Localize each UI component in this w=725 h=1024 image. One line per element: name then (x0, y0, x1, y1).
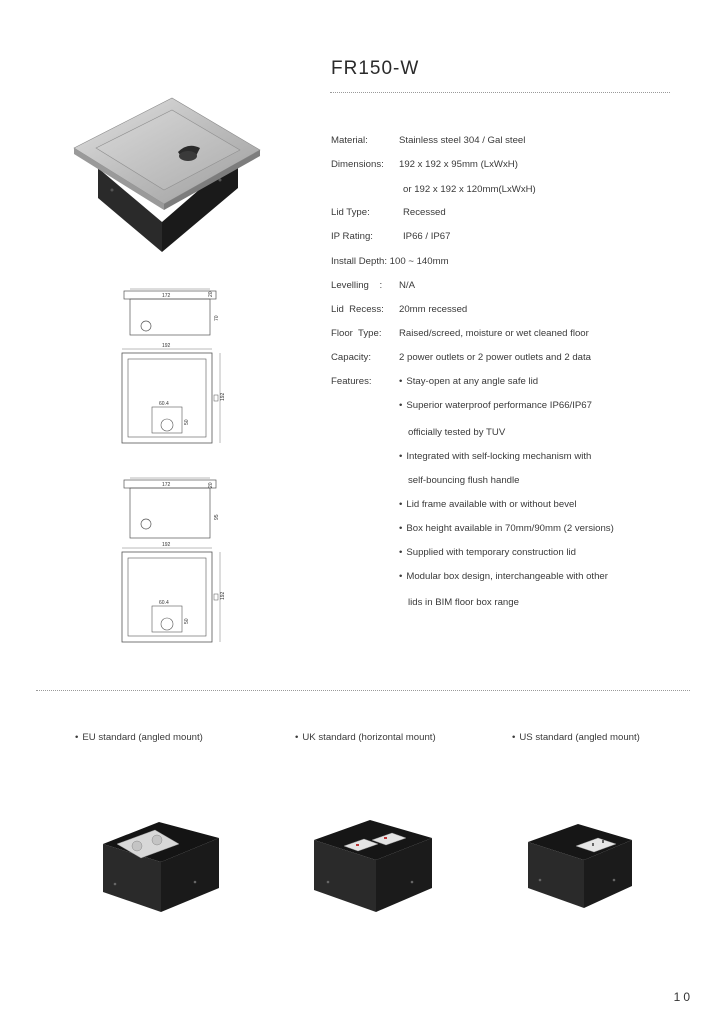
dim-height: 95 (214, 514, 220, 520)
feature-item: • Supplied with temporary construction lid (399, 547, 576, 558)
spec-label-levelling: Levelling : (331, 280, 383, 291)
dim-inner-w: 60.4 (159, 401, 169, 407)
dim-inner-w: 60.4 (159, 600, 169, 606)
dim-side: 192 (220, 392, 226, 401)
spec-value-levelling: N/A (399, 280, 415, 291)
section-divider (36, 690, 690, 691)
spec-label-material: Material: (331, 135, 368, 146)
product-photo-floor-box (70, 92, 270, 262)
spec-label-features: Features: (331, 376, 372, 387)
product-photo-eu-box (95, 808, 225, 918)
dim-outer: 192 (162, 343, 171, 349)
dim-inner-h: 50 (184, 419, 190, 425)
spec-value-ip-rating: IP66 / IP67 (403, 231, 451, 242)
feature-item-cont: officially tested by TUV (408, 427, 506, 438)
caption-us: • US standard (angled mount) (512, 732, 640, 743)
product-photo-us-box (522, 812, 637, 917)
feature-item-cont: self-bouncing flush handle (408, 475, 520, 486)
technical-drawing-95mm (112, 476, 237, 656)
feature-item-cont: lids in BIM floor box range (408, 597, 519, 608)
page-title: FR150-W (331, 58, 420, 79)
dim-lip: 20 (208, 291, 214, 297)
spec-value-lid-type: Recessed (403, 207, 446, 218)
feature-item: • Lid frame available with or without bevel (399, 499, 576, 510)
feature-item: • Superior waterproof performance IP66/IP67 (399, 400, 592, 411)
dim-outer: 192 (162, 542, 171, 548)
spec-value-capacity: 2 power outlets or 2 power outlets and 2 data (399, 352, 591, 363)
spec-install-depth: Install Depth: 100 ~ 140mm (331, 256, 449, 267)
feature-item: • Stay-open at any angle safe lid (399, 376, 538, 387)
caption-uk: • UK standard (horizontal mount) (295, 732, 436, 743)
spec-label-ip-rating: IP Rating: (331, 231, 373, 242)
page-number: 10 (673, 990, 693, 1004)
spec-value-lid-recess: 20mm recessed (399, 304, 468, 315)
spec-label-lid-type: Lid Type: (331, 207, 370, 218)
feature-item: • Box height available in 70mm/90mm (2 versions) (399, 523, 614, 534)
spec-value-material: Stainless steel 304 / Gal steel (399, 135, 526, 146)
caption-eu: • EU standard (angled mount) (75, 732, 203, 743)
dim-side: 192 (220, 591, 226, 600)
spec-value-dimensions-alt: or 192 x 192 x 120mm(LxWxH) (403, 184, 536, 195)
dim-width: 172 (162, 293, 171, 299)
dim-height: 70 (214, 315, 220, 321)
dim-lip: 20 (208, 482, 214, 488)
feature-item: • Modular box design, interchangeable with other (399, 571, 608, 582)
spec-label-capacity: Capacity: (331, 352, 371, 363)
spec-value-dimensions: 192 x 192 x 95mm (LxWxH) (399, 159, 518, 170)
spec-label-floor-type: Floor Type: (331, 328, 382, 339)
spec-label-dimensions: Dimensions: (331, 159, 384, 170)
spec-label-lid-recess: Lid Recess: (331, 304, 384, 315)
feature-item: • Integrated with self-locking mechanism with (399, 451, 591, 462)
spec-value-floor-type: Raised/screed, moisture or wet cleaned floor (399, 328, 589, 339)
title-divider (330, 92, 670, 93)
product-photo-uk-box (308, 808, 438, 918)
dim-width: 172 (162, 482, 171, 488)
technical-drawing-70mm (112, 285, 237, 455)
dim-inner-h: 50 (184, 618, 190, 624)
